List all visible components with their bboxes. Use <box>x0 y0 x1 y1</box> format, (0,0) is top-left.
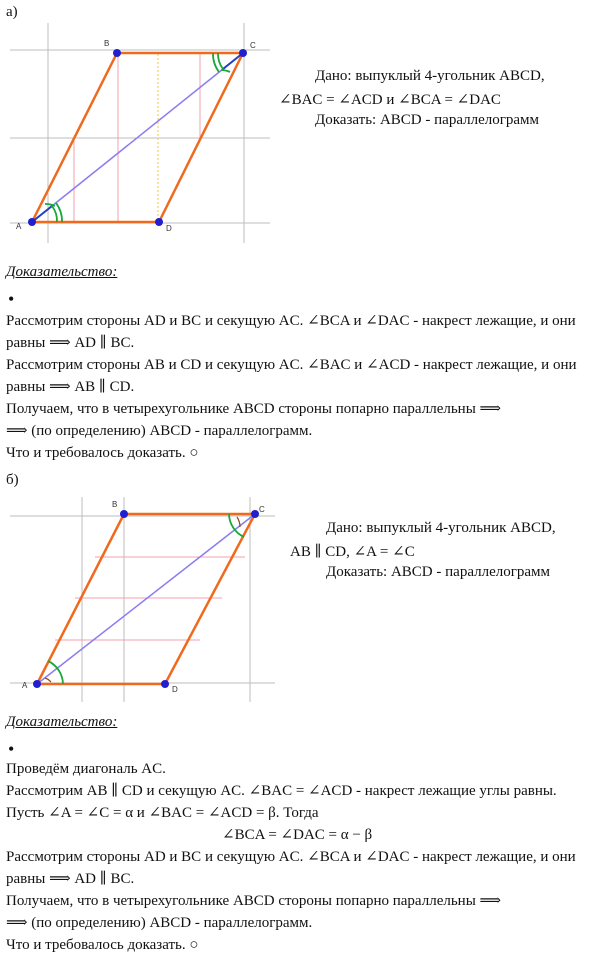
part-b-proof-line: Пусть ∠A = ∠C = α и ∠BAC = ∠ACD = β. Тогда <box>6 805 319 821</box>
part-b-proof-line: ⟹ (по определению) ABCD - параллелограмм. <box>6 915 313 931</box>
part-a-given-line-2: ∠BAC = ∠ACD и ∠BCA = ∠DAC <box>279 92 501 108</box>
part-a-proof-line: равны ⟹ AD ∥ BC. <box>6 335 135 351</box>
part-a-proof-line: Рассмотрим стороны AD и BC и секущую AC. ∠BCA и ∠DAC - накрест лежащие, и они <box>6 313 576 329</box>
part-b-proof-title: Доказательство: <box>6 714 118 730</box>
point-a-label: A <box>16 222 22 231</box>
part-a-proof-title: Доказательство: <box>6 264 118 280</box>
point-a-label: A <box>22 681 28 690</box>
part-b-proof-line: ∠BCA = ∠DAC = α − β <box>222 827 373 843</box>
part-b-prove: Доказать: ABCD - параллелограмм <box>326 564 551 580</box>
part-a-proof-line: Получаем, что в четырехугольнике ABCD стороны попарно параллельны ⟹ <box>6 401 502 417</box>
point-c-label: C <box>259 505 265 514</box>
part-b-proof-line: Рассмотрим AB ∥ CD и секущую AC. ∠BAC = ∠ACD - накрест лежащие углы равны. <box>6 783 557 799</box>
part-b-proof-line: Проведём диагональ AC. <box>6 761 166 777</box>
part-a-proof-line: равны ⟹ AB ∥ CD. <box>6 379 135 395</box>
point-b-label: B <box>104 39 110 48</box>
part-a-figure <box>0 18 275 248</box>
point-d-label: D <box>166 224 172 233</box>
part-b-given-line-2: AB ∥ CD, ∠A = ∠C <box>290 544 415 560</box>
point-c-label: C <box>250 41 256 50</box>
part-b-given-line-1: Дано: выпуклый 4-угольник ABCD, <box>326 520 556 536</box>
point-b-label: B <box>112 500 118 509</box>
part-a-prove: Доказать: ABCD - параллелограмм <box>315 112 540 128</box>
part-a-proof-line: Что и требовалось доказать. ○ <box>6 445 199 461</box>
part-a-given-line-1: Дано: выпуклый 4-угольник ABCD, <box>315 68 545 84</box>
point-d-label: D <box>172 685 178 694</box>
part-b-proof-line: Рассмотрим стороны AD и BC и секущую AC. ∠BCA и ∠DAC - накрест лежащие, и они <box>6 849 576 865</box>
part-a-proof-line: Рассмотрим стороны AB и CD и секущую AC. ∠BAC и ∠ACD - накрест лежащие, и они <box>6 357 577 373</box>
part-b-label: б) <box>6 472 19 488</box>
part-a-proof-line: ⟹ (по определению) ABCD - параллелограмм. <box>6 423 313 439</box>
part-b-proof-line: Что и требовалось доказать. ○ <box>6 937 199 953</box>
part-b-bullet: • <box>8 739 15 759</box>
part-b-figure <box>0 492 280 707</box>
part-b-proof-line: Получаем, что в четырехугольнике ABCD стороны попарно параллельны ⟹ <box>6 893 502 909</box>
part-b-proof-line: равны ⟹ AD ∥ BC. <box>6 871 135 887</box>
part-a-label: а) <box>6 4 18 20</box>
part-a-bullet: • <box>8 289 15 309</box>
